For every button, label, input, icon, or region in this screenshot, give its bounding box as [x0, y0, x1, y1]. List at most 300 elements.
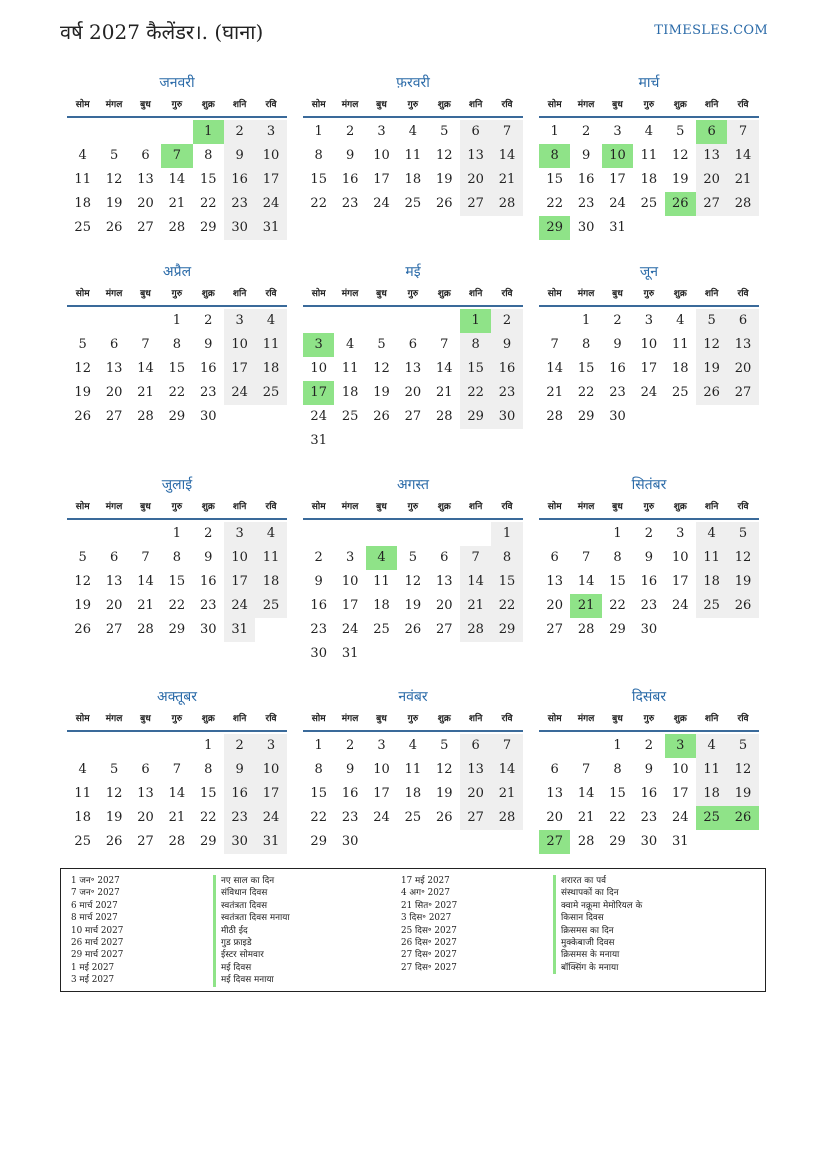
day-cell: 8	[204, 762, 213, 777]
day-cell: 13	[696, 144, 727, 168]
empty-cell	[161, 120, 192, 144]
day-cell: 18	[696, 782, 727, 806]
day-cell: 1	[172, 313, 181, 328]
day-cell: 25	[404, 196, 422, 211]
holiday-name: संस्थापकों का दिन	[553, 887, 642, 899]
day-cell: 30	[341, 834, 359, 849]
day-cell: 24	[224, 594, 255, 618]
month-name: अप्रैल	[162, 264, 192, 280]
empty-cell	[366, 522, 397, 546]
empty-cell	[67, 522, 98, 546]
day-cell: 17	[373, 786, 390, 801]
holiday-date: 10 मार्च 2027	[71, 925, 124, 936]
day-cell: 1	[491, 522, 522, 546]
day-cell: 27	[460, 806, 491, 830]
day-cell: 25	[74, 220, 91, 235]
day-grid	[67, 118, 287, 240]
holiday-day-cell: 17	[303, 381, 334, 405]
holiday-day-cell: 7	[161, 144, 192, 168]
day-cell: 27	[460, 192, 491, 216]
empty-cell	[67, 120, 98, 144]
holiday-date: 17 मई 2027	[401, 876, 450, 886]
empty-cell	[130, 734, 161, 758]
day-cell: 3	[345, 550, 355, 565]
day-cell: 20	[435, 598, 453, 613]
day-cell: 1	[314, 738, 323, 753]
day-cell: 11	[74, 172, 91, 187]
day-grid	[67, 732, 287, 854]
weekday-label: गुरु	[171, 100, 183, 110]
day-cell: 16	[224, 782, 255, 806]
day-cell: 2	[491, 309, 522, 333]
day-cell: 27	[727, 381, 758, 405]
day-cell: 26	[105, 220, 123, 235]
day-cell: 20	[696, 168, 727, 192]
page-title: वर्ष 2027 कैलेंडर।. (घाना)	[60, 20, 264, 44]
day-cell: 4	[696, 734, 727, 758]
day-cell: 17	[373, 172, 390, 187]
day-cell: 28	[491, 806, 522, 830]
day-cell: 8	[581, 337, 591, 352]
weekday-label: शुक्र	[673, 714, 687, 724]
day-cell: 4	[408, 124, 417, 139]
day-cell: 22	[199, 196, 217, 211]
day-cell: 17	[224, 357, 255, 381]
day-cell: 15	[609, 574, 626, 589]
day-cell: 29	[199, 834, 217, 849]
day-cell: 13	[460, 758, 491, 782]
weekday-label: गुरु	[171, 502, 183, 512]
day-cell: 6	[460, 734, 491, 758]
empty-cell	[130, 309, 161, 333]
day-cell: 27	[404, 409, 422, 424]
day-cell: 27	[435, 622, 453, 637]
day-cell: 22	[310, 810, 327, 825]
day-cell: 30	[224, 216, 255, 240]
day-cell: 30	[577, 220, 595, 235]
day-cell: 2	[345, 124, 355, 139]
day-cell: 18	[74, 196, 91, 211]
holiday-date: 7 जन॰ 2027	[71, 888, 120, 899]
empty-cell	[460, 522, 491, 546]
day-cell: 28	[491, 192, 522, 216]
day-cell: 1	[314, 124, 323, 139]
day-cell: 21	[491, 782, 522, 806]
weekday-header	[303, 710, 523, 732]
weekday-label: रवि	[501, 502, 513, 512]
day-cell: 11	[696, 546, 727, 570]
holiday-date: 21 सित॰ 2027	[401, 900, 458, 911]
weekday-label: बुध	[612, 714, 623, 724]
weekday-label: शुक्र	[201, 100, 215, 110]
site-link[interactable]: TIMESLES.COM	[654, 23, 768, 38]
weekday-label: मंगल	[341, 714, 359, 724]
weekday-label: शुक्र	[201, 714, 215, 724]
day-cell: 13	[105, 574, 123, 589]
day-cell: 8	[491, 546, 522, 570]
day-cell: 7	[550, 337, 559, 352]
day-cell: 28	[168, 220, 186, 235]
weekday-label: शुक्र	[673, 100, 687, 110]
legend-dates-right	[401, 875, 457, 974]
day-cell: 16	[640, 786, 658, 801]
day-cell: 14	[491, 144, 522, 168]
holiday-name: ईस्टर सोमवार	[213, 949, 290, 961]
day-cell: 16	[341, 172, 359, 187]
empty-cell	[539, 734, 570, 758]
day-cell: 5	[696, 309, 727, 333]
day-cell: 14	[435, 361, 453, 376]
day-cell: 28	[577, 622, 595, 637]
month-7	[67, 474, 287, 642]
day-cell: 15	[168, 361, 186, 376]
month-name: अक्तूबर	[157, 689, 197, 705]
day-cell: 29	[310, 834, 327, 849]
day-cell: 6	[550, 550, 559, 565]
day-cell: 21	[137, 598, 154, 613]
weekday-label: मंगल	[577, 714, 595, 724]
day-cell: 4	[78, 148, 87, 163]
weekday-label: बुध	[376, 714, 387, 724]
day-cell: 31	[341, 646, 359, 661]
day-cell: 28	[577, 834, 595, 849]
day-cell: 4	[408, 738, 417, 753]
weekday-label: शुक्र	[437, 100, 451, 110]
day-cell: 20	[460, 782, 491, 806]
empty-cell	[303, 309, 334, 333]
month-5	[303, 261, 523, 453]
day-cell: 23	[224, 806, 255, 830]
day-cell: 31	[224, 618, 255, 642]
day-cell: 7	[491, 734, 522, 758]
day-cell: 2	[204, 313, 213, 328]
weekday-label: शनि	[704, 289, 719, 299]
day-cell: 26	[696, 381, 727, 405]
day-cell: 31	[310, 433, 327, 448]
day-cell: 23	[341, 810, 359, 825]
day-cell: 27	[105, 622, 123, 637]
holiday-date: 3 दिस॰ 2027	[401, 913, 452, 924]
holiday-name: स्वतंत्रता दिवस	[213, 900, 290, 912]
holiday-date: 27 दिस॰ 2027	[401, 950, 457, 961]
day-cell: 5	[408, 550, 417, 565]
day-cell: 24	[341, 622, 359, 637]
weekday-label: शनि	[232, 289, 247, 299]
weekday-label: शुक्र	[437, 502, 451, 512]
weekday-label: रवि	[265, 502, 277, 512]
day-cell: 30	[640, 622, 658, 637]
weekday-label: रवि	[501, 714, 513, 724]
day-cell: 10	[373, 148, 390, 163]
day-cell: 26	[105, 834, 123, 849]
day-cell: 27	[546, 622, 563, 637]
day-cell: 24	[310, 409, 327, 424]
day-cell: 31	[609, 220, 626, 235]
holiday-name: किसान दिवस	[553, 912, 642, 924]
weekday-header	[303, 498, 523, 520]
day-grid	[303, 520, 523, 666]
day-cell: 19	[671, 172, 689, 187]
day-cell: 7	[460, 546, 491, 570]
day-cell: 31	[255, 216, 286, 240]
holiday-name: स्वतंत्रता दिवस मनाया	[213, 912, 290, 924]
day-cell: 23	[341, 196, 359, 211]
day-cell: 1	[550, 124, 559, 139]
weekday-label: सोम	[547, 100, 562, 110]
day-cell: 8	[460, 333, 491, 357]
day-cell: 6	[141, 762, 150, 777]
day-cell: 6	[141, 148, 150, 163]
weekday-label: बुध	[376, 100, 387, 110]
month-name: मार्च	[638, 75, 660, 91]
month-name: अगस्त	[396, 477, 429, 493]
day-cell: 4	[255, 522, 286, 546]
weekday-label: गुरु	[643, 100, 655, 110]
day-cell: 3	[676, 526, 685, 541]
day-cell: 29	[199, 220, 217, 235]
day-cell: 18	[373, 598, 390, 613]
day-cell: 4	[255, 309, 286, 333]
day-cell: 13	[460, 144, 491, 168]
holiday-name: नए साल का दिन	[213, 875, 290, 887]
day-cell: 5	[377, 337, 386, 352]
day-cell: 19	[74, 385, 91, 400]
day-cell: 11	[696, 758, 727, 782]
holiday-day-cell: 21	[570, 594, 601, 618]
day-cell: 6	[727, 309, 758, 333]
day-cell: 1	[204, 738, 213, 753]
day-cell: 29	[168, 622, 186, 637]
day-cell: 12	[74, 574, 91, 589]
day-cell: 12	[74, 361, 91, 376]
day-cell: 17	[255, 782, 286, 806]
day-cell: 4	[644, 124, 653, 139]
holiday-name: क्वामे नक्रूमा मेमोरियल के	[553, 900, 642, 912]
holiday-legend	[60, 868, 766, 992]
weekday-label: गुरु	[171, 714, 183, 724]
day-cell: 27	[137, 220, 154, 235]
day-cell: 3	[613, 124, 622, 139]
month-name: दिसंबर	[631, 689, 667, 705]
day-cell: 19	[435, 172, 453, 187]
day-cell: 25	[255, 594, 286, 618]
weekday-label: गुरु	[643, 714, 655, 724]
day-cell: 26	[373, 409, 390, 424]
holiday-day-cell: 3	[303, 333, 334, 357]
weekday-label: गुरु	[643, 289, 655, 299]
weekday-label: सोम	[75, 502, 90, 512]
day-cell: 3	[377, 738, 386, 753]
day-cell: 2	[644, 738, 653, 753]
day-cell: 7	[581, 550, 591, 565]
holiday-name: मीठी ईद	[213, 925, 290, 937]
weekday-header	[539, 498, 759, 520]
day-cell: 9	[204, 550, 213, 565]
weekday-label: मंगल	[577, 100, 595, 110]
day-cell: 3	[644, 313, 653, 328]
weekday-label: सोम	[311, 289, 326, 299]
day-cell: 17	[640, 361, 658, 376]
day-cell: 19	[105, 810, 123, 825]
day-cell: 1	[172, 526, 181, 541]
day-cell: 24	[224, 381, 255, 405]
day-cell: 30	[199, 622, 217, 637]
day-cell: 19	[373, 385, 390, 400]
day-cell: 9	[314, 574, 323, 589]
month-name: जून	[639, 264, 659, 280]
month-1	[67, 72, 287, 240]
day-cell: 19	[435, 786, 453, 801]
day-cell: 30	[224, 830, 255, 854]
weekday-label: मंगल	[577, 289, 595, 299]
day-cell: 25	[640, 196, 658, 211]
day-cell: 14	[577, 574, 595, 589]
day-cell: 7	[491, 120, 522, 144]
day-cell: 28	[546, 409, 563, 424]
day-cell: 15	[310, 172, 327, 187]
month-6	[539, 261, 759, 429]
legend-names-left	[213, 875, 290, 987]
day-cell: 24	[255, 192, 286, 216]
day-cell: 23	[640, 810, 658, 825]
day-cell: 12	[696, 333, 727, 357]
day-cell: 24	[640, 385, 658, 400]
weekday-label: मंगल	[341, 289, 359, 299]
month-12	[539, 686, 759, 854]
day-cell: 9	[644, 762, 653, 777]
day-cell: 14	[577, 786, 595, 801]
month-2	[303, 72, 523, 216]
day-cell: 23	[640, 598, 658, 613]
holiday-day-cell: 1	[193, 120, 224, 144]
day-cell: 21	[435, 385, 453, 400]
day-cell: 12	[727, 758, 758, 782]
day-cell: 21	[168, 810, 186, 825]
day-cell: 13	[105, 361, 123, 376]
weekday-header	[67, 710, 287, 732]
day-cell: 15	[199, 172, 217, 187]
day-cell: 12	[671, 148, 689, 163]
day-cell: 15	[491, 570, 522, 594]
weekday-label: रवि	[501, 289, 513, 299]
day-cell: 14	[491, 758, 522, 782]
holiday-day-cell: 27	[539, 830, 570, 854]
day-cell: 25	[74, 834, 91, 849]
day-cell: 14	[727, 144, 758, 168]
weekday-label: शुक्र	[673, 289, 687, 299]
day-cell: 21	[727, 168, 758, 192]
day-cell: 18	[341, 385, 359, 400]
day-cell: 29	[491, 618, 522, 642]
calendar-grid	[67, 72, 761, 862]
weekday-label: मंगल	[577, 502, 595, 512]
day-cell: 2	[224, 120, 255, 144]
day-cell: 30	[310, 646, 327, 661]
day-cell: 2	[644, 526, 653, 541]
empty-cell	[429, 522, 460, 546]
day-cell: 24	[671, 598, 689, 613]
holiday-name: मई दिवस मनाया	[213, 974, 290, 986]
weekday-label: सोम	[547, 714, 562, 724]
day-cell: 15	[546, 172, 563, 187]
weekday-label: गुरु	[643, 502, 655, 512]
holiday-day-cell: 26	[727, 806, 758, 830]
day-grid	[539, 118, 759, 240]
day-cell: 11	[404, 148, 422, 163]
day-cell: 13	[137, 786, 154, 801]
empty-cell	[161, 734, 192, 758]
day-cell: 16	[224, 168, 255, 192]
day-cell: 12	[373, 361, 390, 376]
day-cell: 22	[168, 385, 186, 400]
day-cell: 17	[224, 570, 255, 594]
day-cell: 26	[74, 409, 91, 424]
day-cell: 13	[404, 361, 422, 376]
day-cell: 9	[224, 758, 255, 782]
day-cell: 17	[255, 168, 286, 192]
weekday-header	[539, 710, 759, 732]
day-cell: 22	[310, 196, 327, 211]
day-cell: 16	[640, 574, 658, 589]
day-cell: 10	[224, 333, 255, 357]
day-cell: 9	[224, 144, 255, 168]
day-cell: 11	[671, 337, 689, 352]
day-cell: 12	[105, 786, 123, 801]
day-cell: 16	[199, 574, 217, 589]
day-cell: 13	[727, 333, 758, 357]
day-cell: 29	[460, 405, 491, 429]
day-cell: 14	[546, 361, 563, 376]
day-cell: 9	[345, 762, 355, 777]
day-cell: 10	[224, 546, 255, 570]
day-cell: 18	[404, 786, 422, 801]
day-cell: 5	[109, 762, 119, 777]
day-cell: 15	[460, 357, 491, 381]
weekday-label: शुक्र	[201, 502, 215, 512]
weekday-header	[303, 96, 523, 118]
day-cell: 10	[255, 144, 286, 168]
day-cell: 13	[546, 574, 563, 589]
day-cell: 5	[440, 124, 449, 139]
day-cell: 6	[550, 762, 559, 777]
day-cell: 10	[255, 758, 286, 782]
day-cell: 17	[671, 786, 689, 801]
day-cell: 29	[609, 622, 626, 637]
day-cell: 25	[671, 385, 689, 400]
weekday-header	[67, 498, 287, 520]
day-cell: 25	[373, 622, 390, 637]
empty-cell	[98, 309, 129, 333]
day-grid	[539, 520, 759, 642]
weekday-header	[67, 285, 287, 307]
empty-cell	[570, 734, 601, 758]
weekday-label: बुध	[376, 289, 387, 299]
weekday-label: रवि	[737, 100, 749, 110]
day-cell: 26	[74, 622, 91, 637]
day-cell: 16	[609, 361, 626, 376]
day-cell: 18	[255, 570, 286, 594]
day-cell: 23	[491, 381, 522, 405]
month-name: सितंबर	[631, 477, 667, 493]
day-cell: 2	[613, 313, 622, 328]
month-name: फ़रवरी	[396, 75, 430, 91]
month-11	[303, 686, 523, 854]
holiday-date: 26 दिस॰ 2027	[401, 938, 457, 949]
day-cell: 5	[440, 738, 449, 753]
day-cell: 9	[204, 337, 213, 352]
day-cell: 7	[440, 337, 449, 352]
day-cell: 25	[404, 810, 422, 825]
